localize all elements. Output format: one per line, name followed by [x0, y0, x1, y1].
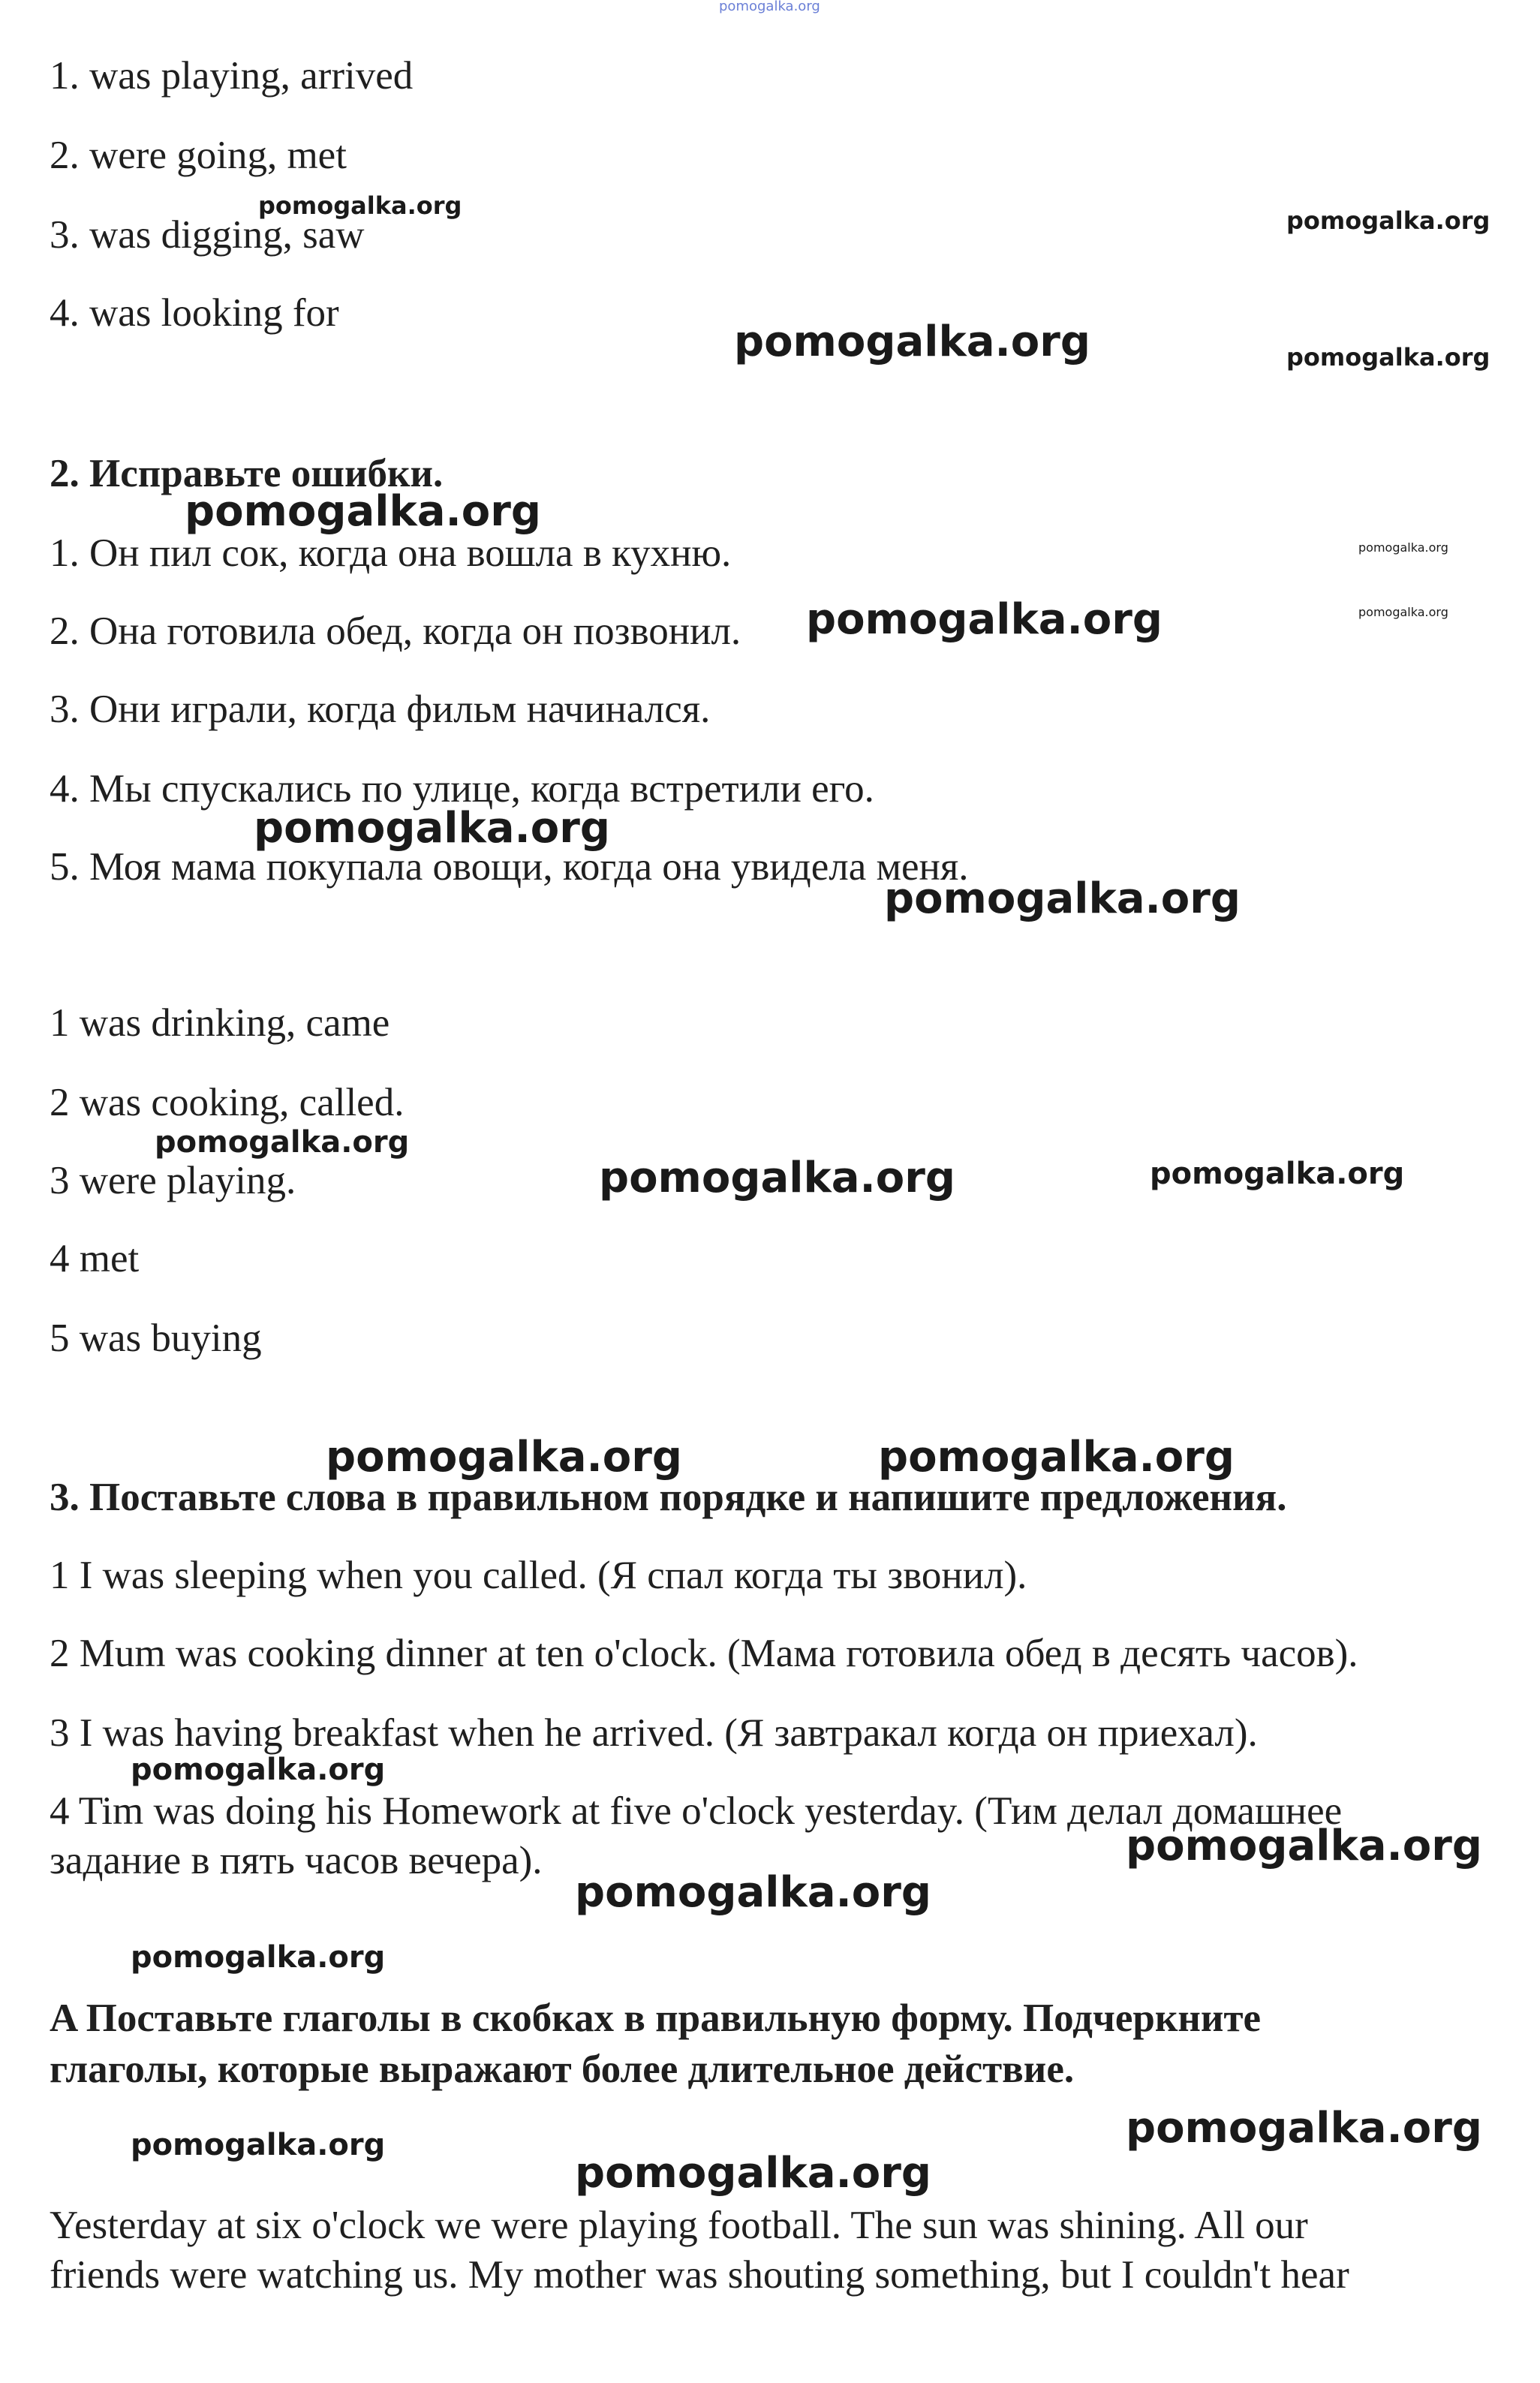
watermark: pomogalka.org: [575, 1868, 931, 1917]
watermark: pomogalka.org: [878, 1433, 1235, 1482]
section-heading: 2. Исправьте ошибки.: [50, 452, 444, 495]
exercise-sentence: 1. Он пил сок, когда она вошла в кухню.: [50, 531, 732, 575]
exercise-sentence: 3. Они играли, когда фильм начинался.: [50, 688, 711, 731]
exercise-sentence: 3 I was having breakfast when he arrived. (Я завтракал когда он приехал).: [50, 1711, 1258, 1755]
watermark: pomogalka.org: [185, 487, 541, 536]
answer-line: 4 met: [50, 1237, 140, 1280]
watermark: pomogalka.org: [131, 1940, 386, 1975]
watermark: pomogalka.org: [806, 595, 1163, 644]
exercise-sentence: 2. Она готовила обед, когда он позвонил.: [50, 609, 741, 653]
section-heading: глаголы, которые выражают более длительное действие.: [50, 2048, 1075, 2091]
watermark: pomogalka.org: [131, 1753, 386, 1787]
watermark: pomogalka.org: [1286, 206, 1490, 235]
answer-line: 2 was cooking, called.: [50, 1081, 405, 1124]
watermark: pomogalka.org: [734, 317, 1090, 366]
watermark: pomogalka.org: [254, 804, 610, 853]
watermark: pomogalka.org: [155, 1125, 410, 1160]
watermark: pomogalka.org: [575, 2149, 931, 2198]
watermark: pomogalka.org: [326, 1433, 682, 1482]
exercise-sentence: 5. Моя мама покупала овощи, когда она увидела меня.: [50, 845, 969, 889]
section-heading: 3. Поставьте слова в правильном порядке и напишите предложения.: [50, 1476, 1287, 1519]
watermark: pomogalka.org: [131, 2128, 386, 2162]
watermark: pomogalka.org: [1126, 2104, 1482, 2153]
watermark: pomogalka.org: [599, 1154, 955, 1202]
exercise-sentence: задание в пять часов вечера).: [50, 1839, 543, 1882]
answer-line: 1. was playing, arrived: [50, 54, 414, 98]
watermark: pomogalka.org: [1126, 1822, 1482, 1870]
watermark: pomogalka.org: [1358, 540, 1448, 555]
paragraph-line: Yesterday at six o'clock we were playing football. The sun was shining. All our: [50, 2204, 1308, 2247]
exercise-sentence: 4 Tim was doing his Homework at five o'clock yesterday. (Тим делал домашнее: [50, 1789, 1343, 1833]
watermark: pomogalka.org: [1150, 1157, 1405, 1191]
watermark: pomogalka.org: [258, 191, 462, 220]
answer-line: 4. was looking for: [50, 291, 339, 335]
watermark: pomogalka.org: [1286, 343, 1490, 372]
watermark: pomogalka.org: [1358, 605, 1448, 619]
answer-line: 3. was digging, saw: [50, 213, 365, 257]
watermark: pomogalka.org: [884, 874, 1241, 923]
paragraph-line: friends were watching us. My mother was shouting something, but I couldn't hear: [50, 2253, 1349, 2297]
answer-line: 1 was drinking, came: [50, 1001, 390, 1045]
answer-line: 5 was buying: [50, 1316, 262, 1360]
section-heading: A Поставьте глаголы в скобках в правильную форму. Подчеркните: [50, 1996, 1262, 2040]
exercise-sentence: 1 I was sleeping when you called. (Я спал когда ты звонил).: [50, 1554, 1027, 1597]
exercise-sentence: 4. Мы спускались по улице, когда встретили его.: [50, 767, 874, 811]
exercise-sentence: 2 Mum was cooking dinner at ten o'clock. (Мама готовила обед в десять часов).: [50, 1632, 1358, 1675]
answer-line: 3 were playing.: [50, 1159, 296, 1202]
watermark: pomogalka.org: [719, 0, 820, 14]
answer-line: 2. were going, met: [50, 134, 347, 177]
